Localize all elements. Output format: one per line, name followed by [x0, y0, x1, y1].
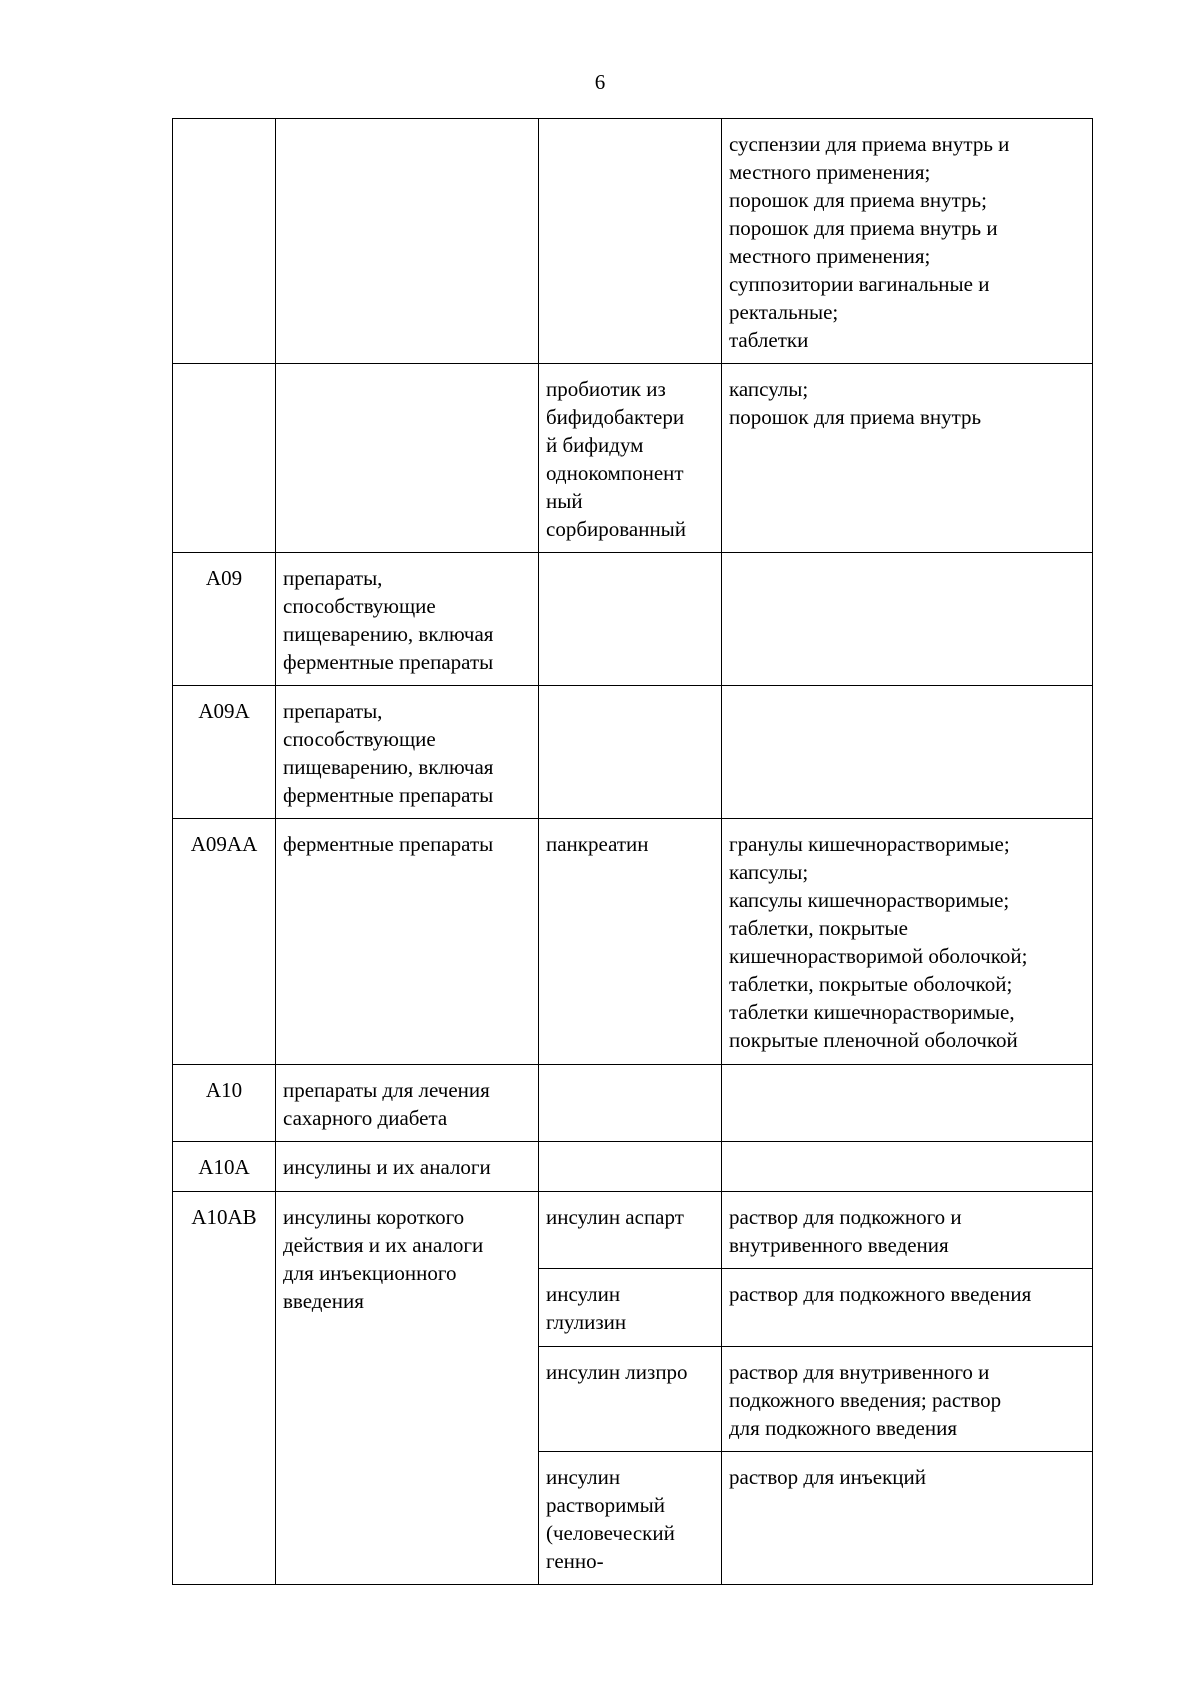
drug-name-cell	[539, 1065, 722, 1142]
pharmacological-group-cell	[276, 119, 539, 364]
table-row	[173, 364, 1093, 553]
drug-name-cell: инсулин растворимый (человеческий генно-	[539, 1452, 722, 1585]
dosage-form-cell: суспензии для приема внутрь и местного применения; порошок для приема внутрь; порошок для приема внутрь и местного применения; суппозитории вагинальные и ректальные; таблетки	[722, 119, 1093, 364]
table-row	[173, 1142, 1093, 1192]
pharmacological-group-cell: препараты для лечения сахарного диабета	[276, 1065, 539, 1142]
drug-name-cell: пробиотик из бифидобактери й бифидум однокомпонент ный сорбированный	[539, 364, 722, 553]
table-row	[173, 819, 1093, 1065]
dosage-form-cell	[722, 1142, 1093, 1192]
dosage-form-cell: раствор для внутривенного и подкожного введения; раствор для подкожного введения	[722, 1347, 1093, 1452]
pharmacological-group-cell	[276, 364, 539, 553]
dosage-form-cell	[722, 686, 1093, 819]
table-row	[173, 686, 1093, 819]
dosage-form-cell: капсулы; порошок для приема внутрь	[722, 364, 1093, 553]
dosage-form-cell: раствор для подкожного введения	[722, 1269, 1093, 1347]
atc-code-cell: A09	[173, 553, 276, 686]
dosage-form-cell: раствор для подкожного и внутривенного введения	[722, 1192, 1093, 1269]
pharmacological-group-cell: препараты, способствующие пищеварению, включая ферментные препараты	[276, 553, 539, 686]
drug-name-cell: инсулин аспарт	[539, 1192, 722, 1269]
atc-code-cell: A10A	[173, 1142, 276, 1192]
pharmacological-group-cell: инсулины короткого действия и их аналоги для инъекционного введения	[276, 1192, 539, 1585]
dosage-form-cell: раствор для инъекций	[722, 1452, 1093, 1585]
drug-table	[172, 118, 1093, 1585]
dosage-form-cell	[722, 1065, 1093, 1142]
table-row	[173, 1192, 1093, 1269]
table-row	[173, 553, 1093, 686]
drug-name-cell: инсулин лизпро	[539, 1347, 722, 1452]
drug-name-cell	[539, 1142, 722, 1192]
drug-name-cell: инсулин глулизин	[539, 1269, 722, 1347]
pharmacological-group-cell: инсулины и их аналоги	[276, 1142, 539, 1192]
drug-name-cell: панкреатин	[539, 819, 722, 1065]
atc-code-cell: A09A	[173, 686, 276, 819]
atc-code-cell	[173, 119, 276, 364]
pharmacological-group-cell: препараты, способствующие пищеварению, включая ферментные препараты	[276, 686, 539, 819]
dosage-form-cell: гранулы кишечнорастворимые; капсулы; капсулы кишечнорастворимые; таблетки, покрытые кишечнорастворимой оболочкой; таблетки, покрытые оболочкой; таблетки кишечнорастворимые, покрытые пленочной оболочкой	[722, 819, 1093, 1065]
atc-code-cell: A09AA	[173, 819, 276, 1065]
pharmacological-group-cell: ферментные препараты	[276, 819, 539, 1065]
drug-name-cell	[539, 553, 722, 686]
dosage-form-cell	[722, 553, 1093, 686]
page-number: 6	[594, 70, 606, 94]
atc-code-cell: A10	[173, 1065, 276, 1142]
atc-code-cell: A10AB	[173, 1192, 276, 1585]
drug-name-cell	[539, 119, 722, 364]
table-row	[173, 1065, 1093, 1142]
drug-name-cell	[539, 686, 722, 819]
atc-code-cell	[173, 364, 276, 553]
table-row	[173, 119, 1093, 364]
